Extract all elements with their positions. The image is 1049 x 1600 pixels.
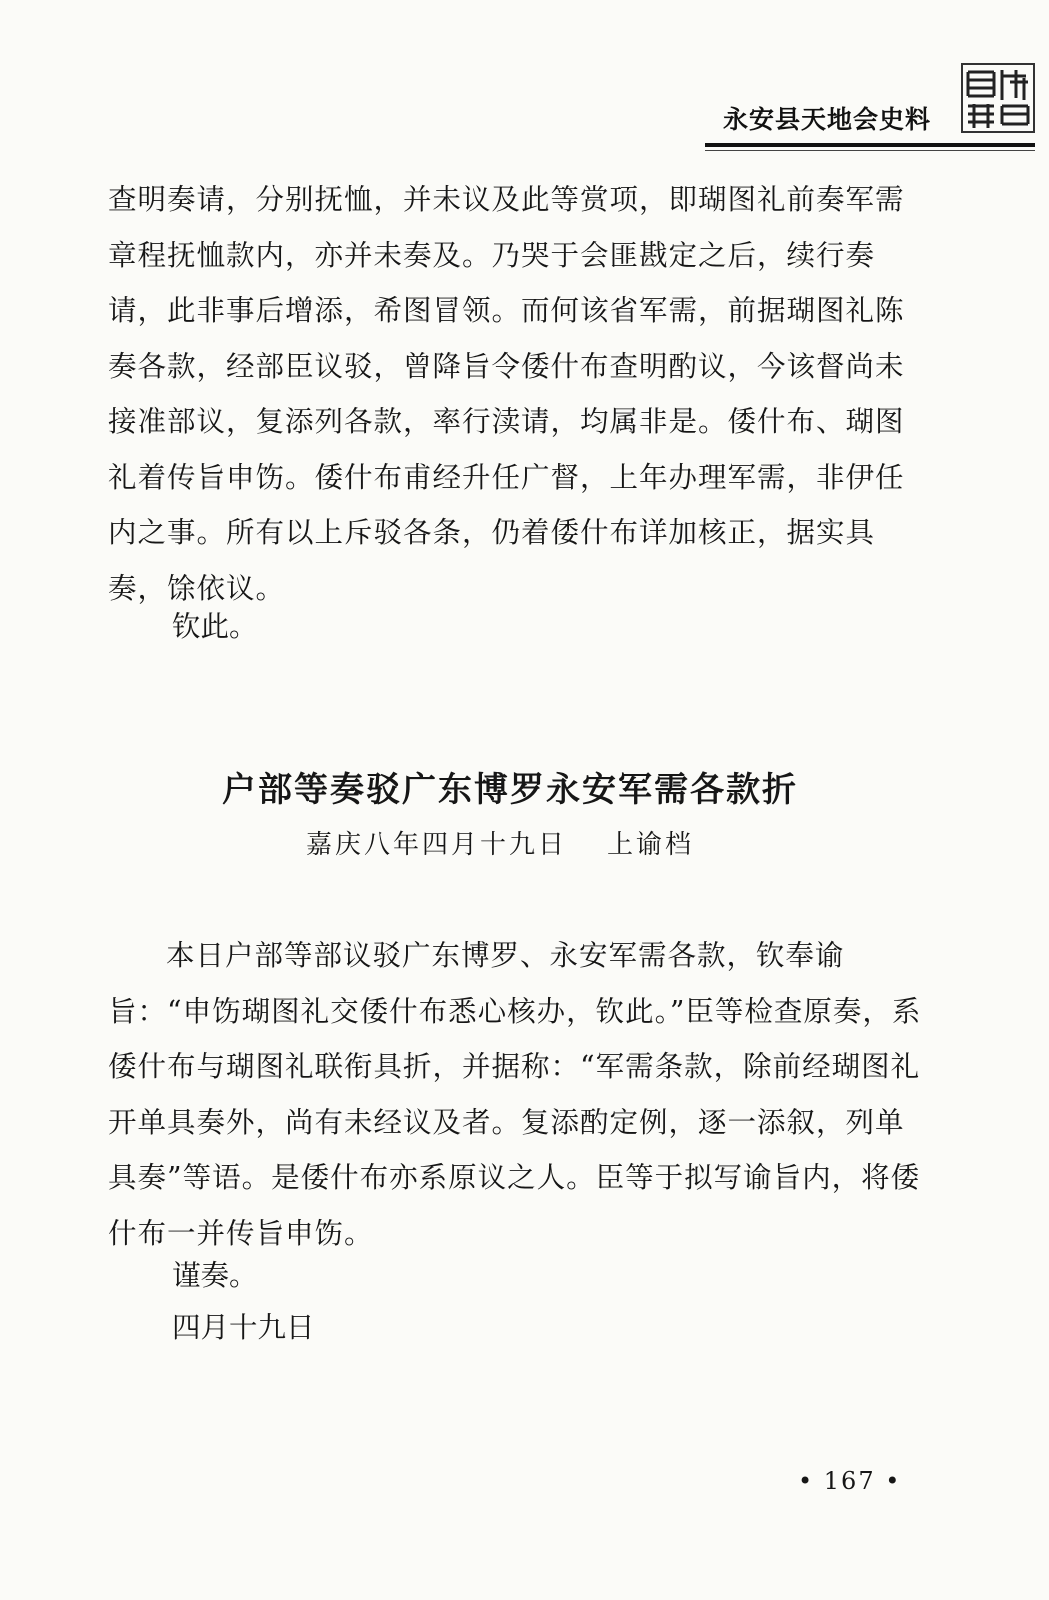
- header-rule-thin: [705, 150, 1035, 151]
- section-title: 户部等奏驳广东博罗永安军需各款折: [222, 770, 798, 810]
- closing-phrase: 谨奏。: [172, 1259, 258, 1292]
- page-header: [0, 0, 1049, 160]
- body-paragraph-2: [108, 928, 928, 1261]
- header-rule: [705, 143, 1035, 147]
- closing-date: 四月十九日: [172, 1311, 315, 1344]
- running-title: 永安县天地会史料: [722, 105, 931, 134]
- section-date: 嘉庆八年四月十九日: [306, 830, 568, 860]
- seal-stamp-icon: [960, 62, 1036, 134]
- paragraph-text: 本日户部等部议驳广东博罗、永安军需各款，钦奉谕旨：“申饬瑚图礼交倭什布悉心核办，钦此。”臣等检查原奏，系倭什布与瑚图礼联衔具折，并据称：“军需条款，除前经瑚图礼开单具奏外，尚有未经议及者。复添酌定例，逐一添叙，列单具奏”等语。是倭什布亦系原议之人。臣等于拟写谕旨内，将倭什布一并传旨申饬。: [108, 939, 922, 1250]
- section-source: 上谕档: [607, 830, 695, 860]
- closing-phrase: 钦此。: [172, 610, 258, 643]
- page-number: • 167 •: [798, 1467, 902, 1495]
- body-paragraph-1: [108, 172, 928, 616]
- paragraph-text: 查明奏请，分别抚恤，并未议及此等赏项，即瑚图礼前奏军需章程抚恤款内，亦并未奏及。乃哭于会匪戡定之后，续行奏请，此非事后增添，希图冒领。而何该省军需，前据瑚图礼陈奏各款，经部臣议驳，曾降旨令倭什布查明酌议，今该督尚未接准部议，复添列各款，率行渎请，均属非是。倭什布、瑚图礼着传旨申饬。倭什布甫经升任广督，上年办理军需，非伊任内之事。所有以上斥驳各条，仍着倭什布详加核正，据实具奏，馀依议。: [108, 183, 905, 605]
- section-subtitle: [306, 824, 694, 861]
